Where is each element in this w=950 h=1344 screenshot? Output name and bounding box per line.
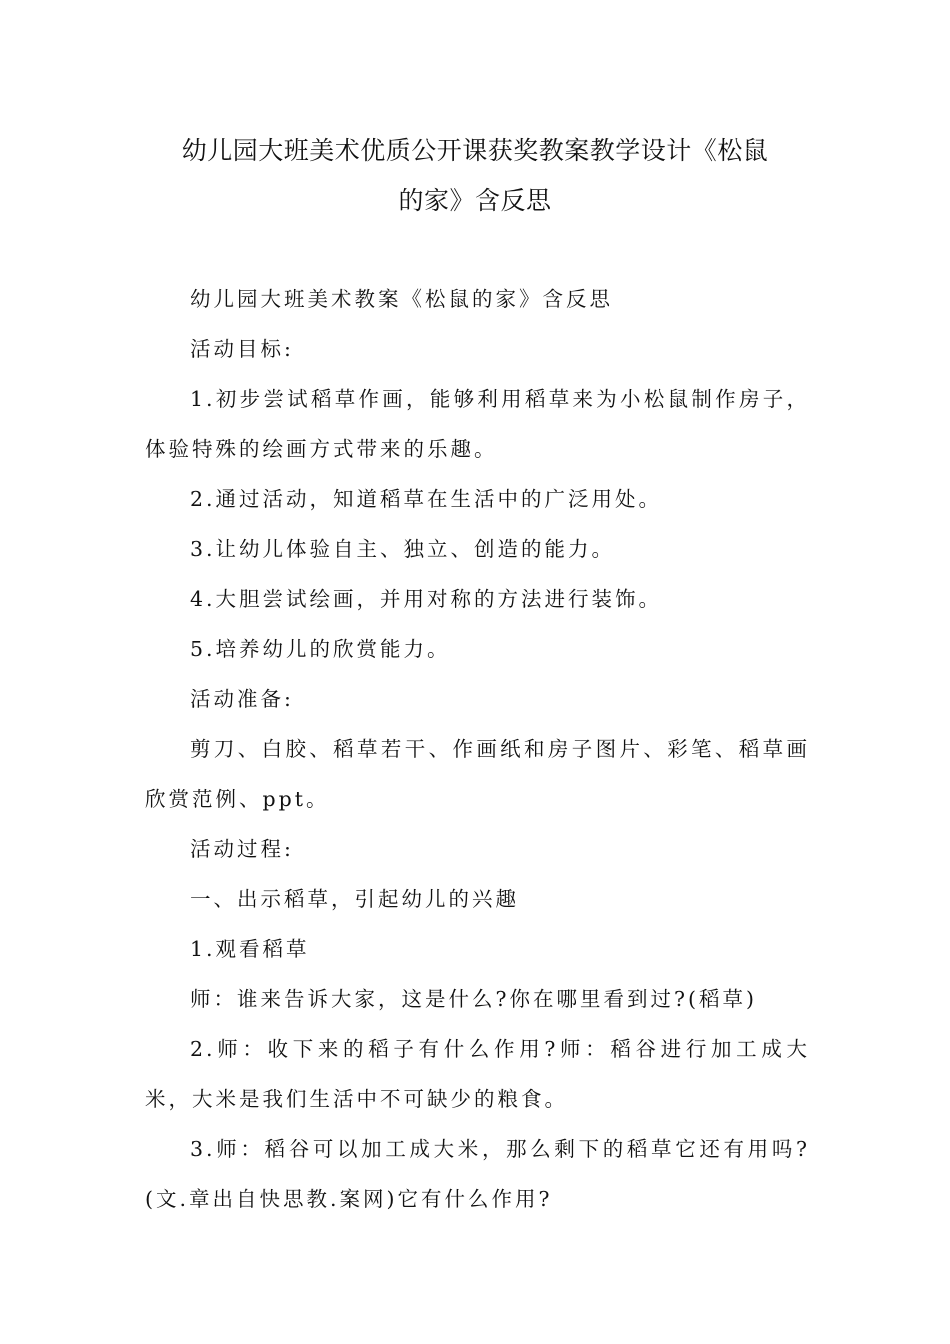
paragraph-prep-materials: 剪刀、白胶、稻草若干、作画纸和房子图片、彩笔、稻草画欣赏范例、ppt。 [145, 737, 810, 811]
document-title-line-1: 幼儿园大班美术优质公开课获奖教案教学设计《松鼠 [181, 136, 769, 165]
paragraph-prep-heading: 活动准备: [190, 687, 294, 711]
document-title-line-2: 的家》含反思 [398, 186, 552, 215]
paragraph-step-1-3: 3.师：稻谷可以加工成大米，那么剩下的稻草它还有用吗?(文.章出自快思教.案网)它有什么作用? [145, 1137, 810, 1211]
paragraph-process-heading: 活动过程: [190, 837, 294, 861]
paragraph-goal-2: 2.通过活动，知道稻草在生活中的广泛用处。 [190, 487, 663, 511]
paragraph-goal-4: 4.大胆尝试绘画，并用对称的方法进行装饰。 [190, 587, 663, 611]
paragraph-goal-1: 1.初步尝试稻草作画，能够利用稻草来为小松鼠制作房子，体验特殊的绘画方式带来的乐趣。 [145, 387, 810, 461]
paragraph-step-1-2: 2.师：收下来的稻子有什么作用?师：稻谷进行加工成大米，大米是我们生活中不可缺少的粮食。 [145, 1037, 810, 1111]
paragraph-subtitle: 幼儿园大班美术教案《松鼠的家》含反思 [190, 287, 613, 311]
paragraph-step-1-1: 1.观看稻草 [190, 937, 310, 961]
paragraph-goal-3: 3.让幼儿体验自主、独立、创造的能力。 [190, 537, 616, 561]
paragraph-goal-5: 5.培养幼儿的欣赏能力。 [190, 637, 451, 661]
paragraph-teacher-question: 师：谁来告诉大家，这是什么?你在哪里看到过?(稻草) [190, 987, 757, 1011]
paragraph-step-1-heading: 一、出示稻草，引起幼儿的兴趣 [190, 887, 519, 911]
paragraph-goals-heading: 活动目标: [190, 337, 294, 361]
